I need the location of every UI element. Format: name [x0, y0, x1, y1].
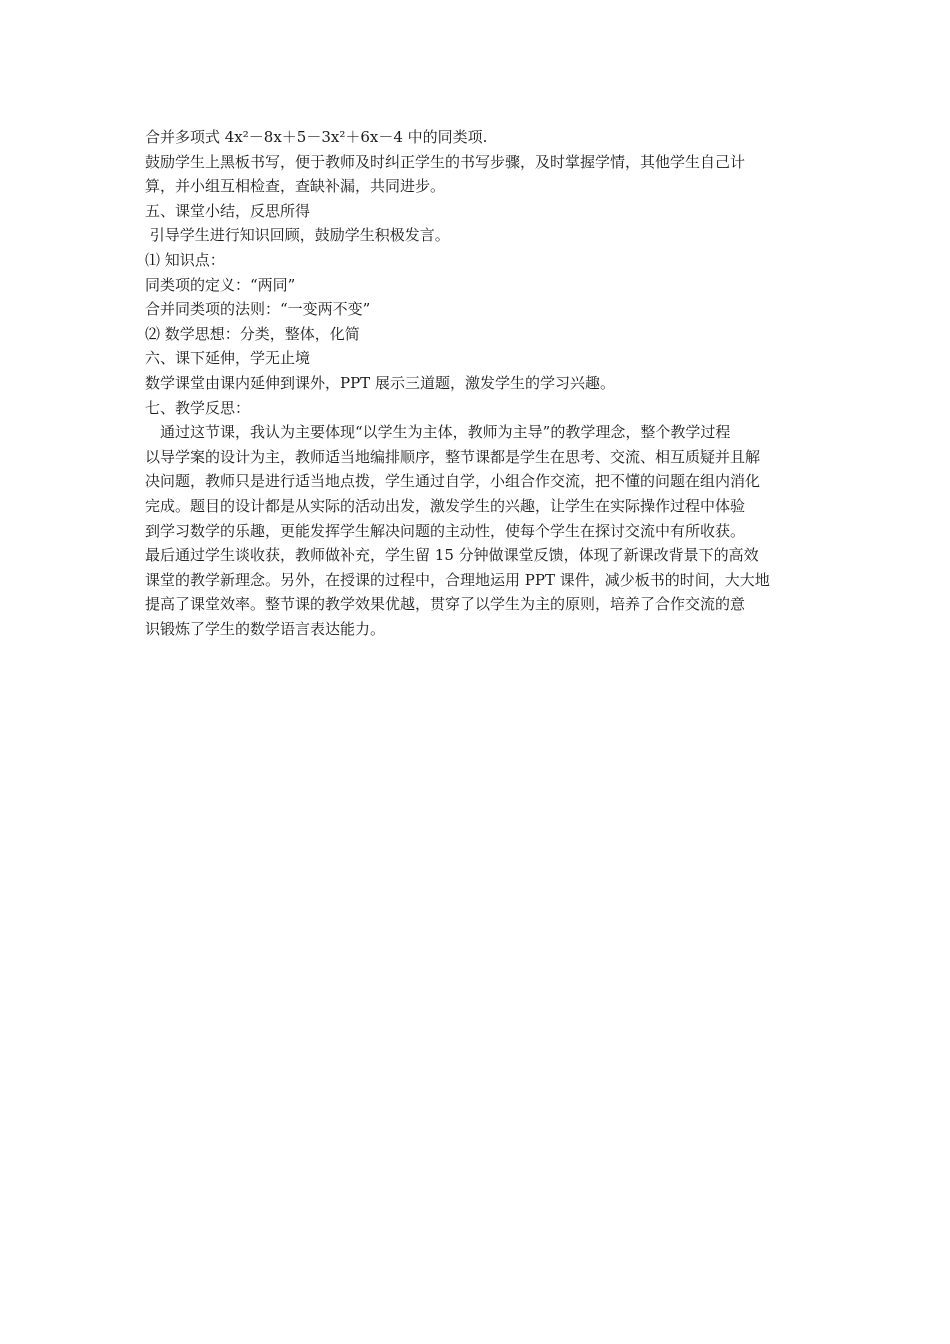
text-line-group-check: 算，并小组互相检查，查缺补漏，共同进步。	[145, 177, 446, 196]
text-line-like-terms-definition: 同类项的定义：“两同”	[145, 275, 296, 294]
reflection-line: 以导学案的设计为主，教师适当地编排顺序，整节课都是学生在思考、交流、相互质疑并且解	[145, 447, 761, 466]
text-line-combine-rule: 合并同类项的法则：“一变两不变”	[145, 300, 371, 319]
text-line-exercise: 合并多项式 4x²－8x＋5－3x²＋6x－4 中的同类项.	[145, 128, 488, 146]
reflection-line: 决问题，教师只是进行适当地点拨，学生通过自学，小组合作交流，把不懂的问题在组内消化	[145, 472, 761, 491]
reflection-line: 最后通过学生谈收获，教师做补充，学生留 15 分钟做课堂反馈，体现了新课改背景下的高效	[145, 546, 759, 565]
text-line-guide-review: 引导学生进行知识回顾，鼓励学生积极发言。	[145, 226, 450, 245]
reflection-line: 到学习数学的乐趣，更能发挥学生解决问题的主动性，使每个学生在探讨交流中有所收获。	[145, 521, 746, 540]
reflection-line: 完成。题目的设计都是从实际的活动出发，激发学生的兴趣，让学生在实际操作过程中体验	[145, 496, 746, 515]
document-body	[145, 125, 810, 641]
text-line-math-ideas: ⑵ 数学思想：分类，整体，化简	[145, 324, 360, 343]
text-line-knowledge-points: ⑴ 知识点：	[145, 250, 225, 269]
text-line-ppt-extension: 数学课堂由课内延伸到课外，PPT 展示三道题，激发学生的学习兴趣。	[145, 373, 615, 392]
section-heading-extension: 六、课下延伸，学无止境	[145, 349, 311, 368]
reflection-line: 识锻炼了学生的数学语言表达能力。	[145, 619, 386, 638]
section-heading-summary: 五、课堂小结，反思所得	[145, 201, 311, 220]
reflection-line: 课堂的教学新理念。另外，在授课的过程中，合理地运用 PPT 课件，减少板书的时间，大大地	[145, 570, 770, 589]
section-heading-reflection: 七、教学反思：	[145, 398, 251, 417]
reflection-line: 提高了课堂效率。整节课的教学效果优越，贯穿了以学生为主的原则，培养了合作交流的意	[145, 595, 746, 614]
text-line-blackboard: 鼓励学生上黑板书写，便于教师及时纠正学生的书写步骤，及时掌握学情，其他学生自己计	[145, 152, 746, 171]
reflection-line: 通过这节课，我认为主要体现“以学生为主体，教师为主导”的教学理念，整个教学过程	[145, 423, 731, 442]
